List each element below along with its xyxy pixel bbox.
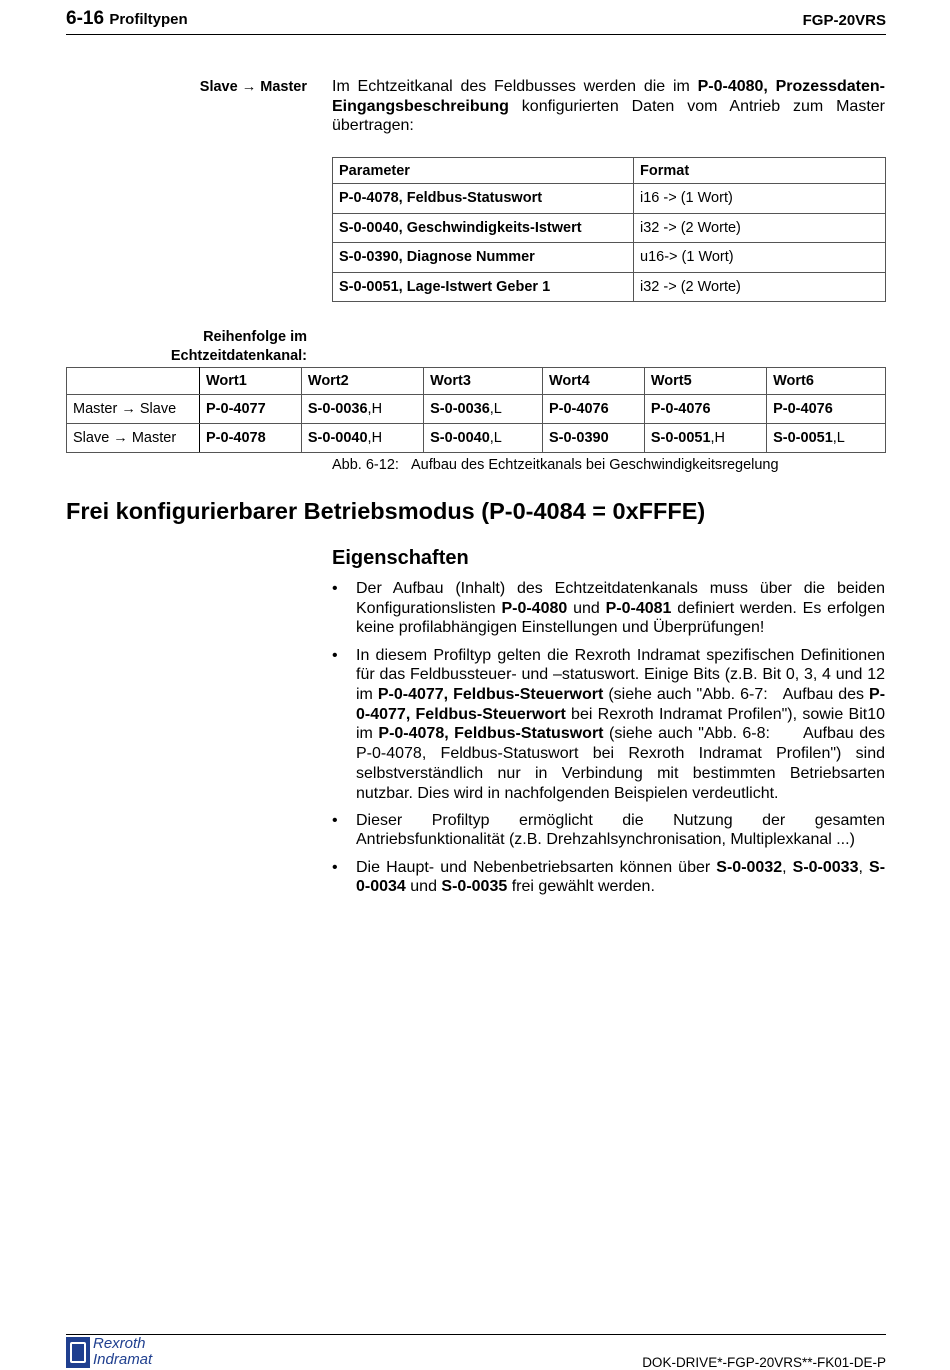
table-header-cell: Format (634, 158, 886, 184)
table-cell: S-0-0051, Lage-Istwert Geber 1 (333, 272, 634, 302)
table-header-cell: Wort3 (424, 368, 543, 395)
table-cell: P-0-4076 (767, 395, 886, 424)
page-header-left (66, 8, 188, 30)
row-label: Slave → Master (67, 424, 200, 453)
page-number: 6-16 (66, 8, 105, 29)
table-row (333, 243, 886, 273)
table-cell: P-0-4078, Feldbus-Statuswort (333, 184, 634, 214)
header-divider (66, 34, 886, 35)
table-cell: S-0-0040,L (424, 424, 543, 453)
slave-master-paragraph: Im Echtzeitkanal des Feldbusses werden die im P-0-4080, Prozessdaten-Eingangsbeschreibung konfigurierten Daten vom Antrieb zum Master übertragen: (332, 78, 886, 135)
table-cell: S-0-0036,L (424, 395, 543, 424)
row-label: Master → Slave (67, 395, 200, 424)
table-header-row (67, 368, 886, 395)
table-header-cell: Wort2 (301, 368, 423, 395)
table-row (67, 395, 886, 424)
table-cell: S-0-0040,H (301, 424, 423, 453)
table-header-cell: Wort6 (767, 368, 886, 395)
table-cell: P-0-4076 (644, 395, 766, 424)
table-cell: P-0-4077 (200, 395, 302, 424)
table-cell: S-0-0390, Diagnose Nummer (333, 243, 634, 273)
properties-list (332, 579, 885, 905)
list-item: • Die Haupt- und Nebenbetriebsarten können über S-0-0032, S-0-0033, S-0-0034 und S-0-0035 frei gewählt werden. (332, 858, 885, 897)
table-row (333, 213, 886, 243)
table-cell: P-0-4076 (542, 395, 644, 424)
product-name: FGP-20VRS (802, 12, 886, 29)
section-title: Frei konfigurierbarer Betriebsmodus (P-0-4084 = 0xFFFE) (66, 498, 706, 524)
list-item: • Der Aufbau (Inhalt) des Echtzeitdatenkanals muss über die beiden Konfigurationslisten P-0-4080 und P-0-4081 definiert werden. Es erfolgen keine profilabhängigen Einstellungen und Überprüfungen! (332, 579, 885, 638)
table-header-cell: Wort1 (200, 368, 302, 395)
table-cell: i32 -> (2 Worte) (634, 272, 886, 302)
table-row (333, 184, 886, 214)
table-cell: i32 -> (2 Worte) (634, 213, 886, 243)
list-item: • In diesem Profiltyp gelten die Rexroth Indramat spezifischen Definitionen für das Feldbussteuer- und –statuswort. Einige Bits (z.B. Bit 0, 3, 4 und 12 im P-0-4077, Feldbus-Steuerwort (siehe auch "Abb. 6-7: Aufbau des P-0-4077, Feldbus-Steuerwort bei Rexroth Indramat Profilen"), sowie Bit10 im P-0-4078, Feldbus-Statuswort (siehe auch "Abb. 6-8: Aufbau des P-0-4078, Feldbus-Statuswort bei Rexroth Indramat Profilen") sind selbstverständlich nur in Verbindung mit bestimmten Betriebsarten nutzbar. Dies wird in nachfolgenden Beispielen verdeutlicht. (332, 646, 885, 804)
list-item: • Dieser Profiltyp ermöglicht die Nutzung der gesamten Antriebsfunktionalität (z.B. Drehzahlsynchronisation, Multiplexkanal ...) (332, 811, 885, 850)
slave-master-label: Slave → Master (199, 79, 307, 95)
logo-text: Rexroth Indramat (93, 1335, 153, 1368)
figure-caption: Abb. 6-12: Aufbau des Echtzeitkanals bei Geschwindigkeitsregelung (332, 457, 779, 473)
document-id: DOK-DRIVE*-FGP-20VRS**-FK01-DE-P (642, 1355, 886, 1370)
table-cell: i16 -> (1 Wort) (634, 184, 886, 214)
table-row (333, 272, 886, 302)
table-header-row (333, 158, 886, 184)
sequence-label: Reihenfolge im Echtzeitdatenkanal: (170, 329, 307, 364)
table-header-cell: Wort5 (644, 368, 766, 395)
table-cell: S-0-0036,H (301, 395, 423, 424)
table-header-cell: Wort4 (542, 368, 644, 395)
footer-divider (66, 1334, 886, 1335)
table-cell: S-0-0040, Geschwindigkeits-Istwert (333, 213, 634, 243)
table-corner-cell (67, 368, 200, 395)
table-cell: S-0-0051,H (644, 424, 766, 453)
sequence-table (66, 367, 886, 453)
subheading: Eigenschaften (332, 547, 469, 569)
section-name: Profiltypen (109, 11, 188, 28)
table-cell: u16-> (1 Wort) (634, 243, 886, 273)
logo-mark-icon (66, 1337, 90, 1368)
table-cell: S-0-0051,L (767, 424, 886, 453)
parameter-table (332, 157, 886, 302)
table-row (67, 424, 886, 453)
table-cell: S-0-0390 (542, 424, 644, 453)
table-cell: P-0-4078 (200, 424, 302, 453)
table-header-cell: Parameter (333, 158, 634, 184)
